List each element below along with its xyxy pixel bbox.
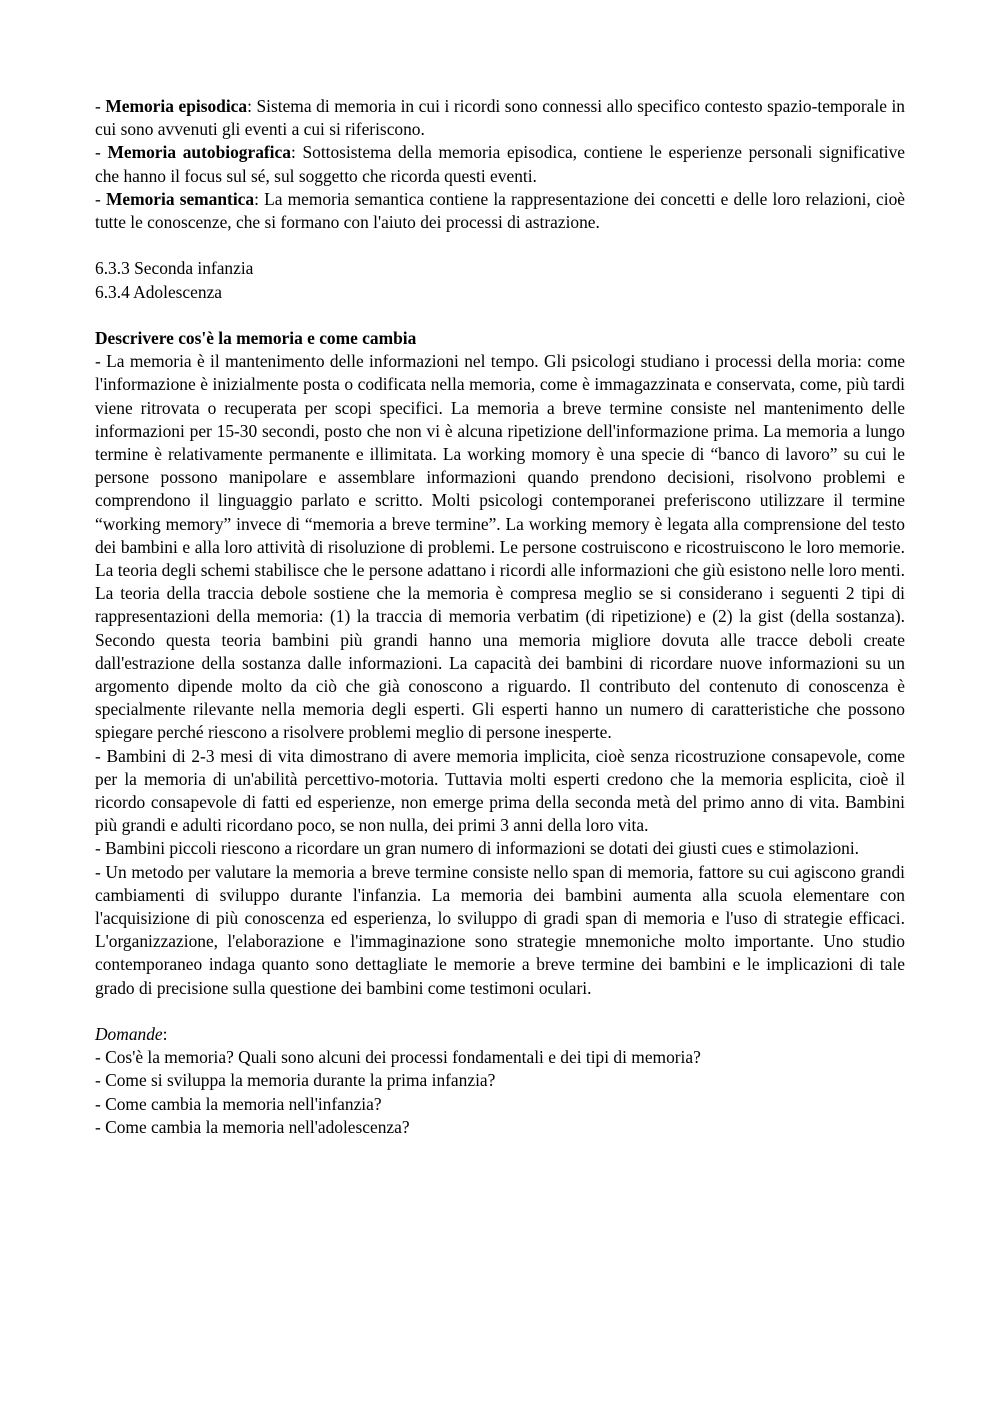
definition-episodica: - Memoria episodica: Sistema di memoria in cui i ricordi sono connessi allo specifico contesto spazio-temporale in cui sono avvenuti gli eventi a cui si riferiscono. [95,96,905,140]
term-semantica: Memoria semantica [105,188,255,209]
question-item: - Come cambia la memoria nell'adolescenza? [95,1116,410,1137]
question-item: - Cos'è la memoria? Quali sono alcuni dei processi fondamentali e dei tipi di memoria? [95,1047,701,1068]
spacer [95,234,905,257]
section-heading-adolescenza: 6.3.4 Adolescenza [95,281,223,302]
questions-label [95,1023,905,1046]
definition-text: : Sistema di memoria in cui i ricordi sono connessi allo specifico contesto spazio-temporale in cui sono avvenuti gli eventi a cui si riferiscono. [95,96,905,140]
spacer [95,1000,905,1023]
question-item: - Come cambia la memoria nell'infanzia? [95,1093,382,1114]
body-paragraph: - Un metodo per valutare la memoria a breve termine consiste nello span di memoria, fattore su cui agiscono grandi cambiamenti di sviluppo durante l'infanzia. La memoria dei bambini aumenta alla scuola elementare con l'acquisizione di più conoscenza ed esperienza, lo sviluppo di gradi span di memoria e l'uso di strategie efficaci. L'organizzazione, l'elaborazione e l'immaginazione sono strategie mnemoniche molto importante. Uno studio contemporaneo indaga quanto sono dettagliate le memorie a breve termine dei bambini e le implicazioni di tale grado di precisione sulla questione dei bambini come testimoni oculari. [95,861,905,998]
main-heading [95,327,905,350]
definition-text: : La memoria semantica contiene la rappresentazione dei concetti e delle loro relazioni, cioè tutte le conoscenze, che si formano con l'aiuto dei processi di astrazione. [95,188,905,233]
section-heading-seconda-infanzia: 6.3.3 Seconda infanzia [95,258,254,279]
questions-label-text: Domande [95,1024,163,1045]
body-paragraph: - Bambini di 2-3 mesi di vita dimostrano di avere memoria implicita, cioè senza ricostruzione consapevole, come per la memoria di un'abilità percettivo-motoria. Tuttavia molti esperti credono che la memoria esplicita, cioè il ricordo consapevole di fatti ed esperienze, non emerge prima della seconda metà del primo anno di vita. Bambini più grandi e adulti ricordano poco, se non nulla, dei primi 3 anni della loro vita. [95,745,905,836]
questions-label-suffix: : [162,1024,168,1045]
term-autobiografica: Memoria autobiografica [107,142,291,163]
definition-autobiografica: - Memoria autobiografica: Sottosistema della memoria episodica, contiene le esperienze personali significative che hanno il focus sul sé, sul soggetto che ricorda questi eventi. [95,142,906,186]
question-item: - Come si sviluppa la memoria durante la prima infanzia? [95,1070,496,1091]
term-episodica: Memoria episodica [105,96,248,116]
main-heading-text: Descrivere cos'è la memoria e come cambia [95,328,417,348]
body-paragraph: - La memoria è il mantenimento delle informazioni nel tempo. Gli psicologi studiano i processi della moria: come l'informazione è inizialmente posta o codificata nella memoria, come è immagazzinata e conservata, come, più tardi viene ritrovata o recuperata per scopi specifici. La memoria a breve termine consiste nel mantenimento delle informazioni per 15-30 secondi, posto che non vi è alcuna ripetizione dell'informazione prima. La memoria a lungo termine è relativamente permanente e illimitata. La working momory è una specie di “banco di lavoro” su cui le persone possono manipolare e assemblare informazioni quando prendono decisioni, risolvono problemi e comprendono il linguaggio parlato e scritto. Molti psicologi contemporanei preferiscono utilizzare il termine “working memory” invece di “memoria a breve termine”. La working memory è legata alla comprensione del testo dei bambini e alla loro attività di risoluzione di problemi. Le persone costruiscono e ricostruiscono le loro memorie. La teoria degli schemi stabilisce che le persone adattano i ricordi alle informazioni che giù esistono nelle loro menti. La teoria della traccia debole sostiene che la memoria è compresa meglio se si considerano i seguenti 2 tipi di rappresentazioni della memoria: (1) la traccia di memoria verbatim (di ripetizione) e (2) la gist (della sostanza). Secondo questa teoria bambini più grandi hanno una memoria migliore dovuta alle tracce deboli create dall'estrazione della sostanza dalle informazioni. La capacità dei bambini di ricordare nuove informazioni su un argomento dipende molto da ciò che già conoscono a riguardo. Il contributo del contenuto di conoscenza è specialmente rilevante nella memoria degli esperti. Gli esperti hanno un numero di caratteristiche che possono spiegare perché riescono a risolvere problemi meglio di persone inesperte. [95,351,905,743]
spacer [95,304,905,327]
definition-text: : Sottosistema della memoria episodica, contiene le esperienze personali significative che hanno il focus sul sé, sul soggetto che ricorda questi eventi. [95,142,906,186]
definition-semantica: - Memoria semantica: La memoria semantica contiene la rappresentazione dei concetti e delle loro relazioni, cioè tutte le conoscenze, che si formano con l'aiuto dei processi di astrazione. [95,188,905,233]
body-paragraph: - Bambini piccoli riescono a ricordare un gran numero di informazioni se dotati dei giusti cues e stimolazioni. [95,838,860,859]
